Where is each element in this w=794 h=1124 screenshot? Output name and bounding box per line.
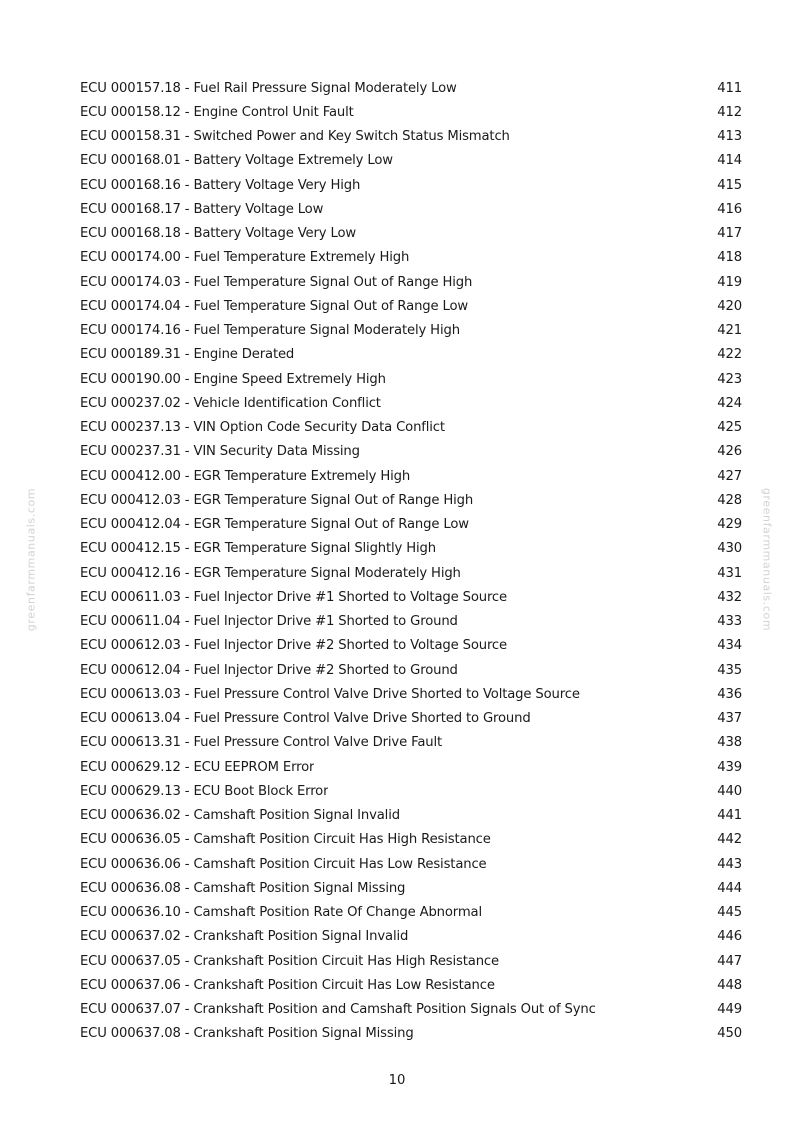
toc-entry-page: 416 bbox=[717, 201, 742, 217]
toc-entry[interactable] bbox=[80, 804, 742, 828]
toc-entry-page: 429 bbox=[717, 517, 742, 533]
toc-entry-title: ECU 000611.04 - Fuel Injector Drive #1 Shorted to Ground bbox=[80, 614, 458, 630]
toc-entry-page: 439 bbox=[717, 759, 742, 775]
toc-entry-title: ECU 000237.13 - VIN Option Code Security Data Conflict bbox=[80, 420, 445, 436]
toc-entry-title: ECU 000412.04 - EGR Temperature Signal Out of Range Low bbox=[80, 517, 469, 533]
toc-entry[interactable] bbox=[80, 973, 742, 997]
toc-entry[interactable] bbox=[80, 731, 742, 755]
toc-entry[interactable] bbox=[80, 391, 742, 415]
toc-entry-title: ECU 000629.12 - ECU EEPROM Error bbox=[80, 759, 315, 775]
toc-entry-page: 450 bbox=[717, 1026, 742, 1042]
toc-entry[interactable] bbox=[80, 488, 742, 512]
toc-entry[interactable] bbox=[80, 682, 742, 706]
toc-entry-page: 419 bbox=[717, 274, 742, 290]
toc-entry-title: ECU 000637.07 - Crankshaft Position and Camshaft Position Signals Out of Sync bbox=[80, 1002, 596, 1018]
toc-entry-page: 428 bbox=[717, 492, 742, 508]
toc-entry-page: 427 bbox=[717, 468, 742, 484]
toc-entry-title: ECU 000168.18 - Battery Voltage Very Low bbox=[80, 226, 356, 242]
toc-entry-page: 413 bbox=[717, 129, 742, 145]
toc-entry-title: ECU 000613.04 - Fuel Pressure Control Valve Drive Shorted to Ground bbox=[80, 711, 531, 727]
toc-entry-title: ECU 000157.18 - Fuel Rail Pressure Signal Moderately Low bbox=[80, 80, 457, 96]
toc-entry-title: ECU 000168.17 - Battery Voltage Low bbox=[80, 201, 324, 217]
toc-entry-page: 412 bbox=[717, 104, 742, 120]
toc-entry-page: 434 bbox=[717, 638, 742, 654]
toc-entry[interactable] bbox=[80, 173, 742, 197]
page-number: 10 bbox=[388, 1073, 406, 1088]
toc-entry[interactable] bbox=[80, 270, 742, 294]
toc-entry-page: 414 bbox=[717, 153, 742, 169]
toc-entry-title: ECU 000158.31 - Switched Power and Key Switch Status Mismatch bbox=[80, 129, 510, 145]
toc-entry-page: 422 bbox=[717, 347, 742, 363]
toc-entry[interactable] bbox=[80, 440, 742, 464]
toc-entry[interactable] bbox=[80, 585, 742, 609]
toc-entry-page: 430 bbox=[717, 541, 742, 557]
toc-entry-title: ECU 000637.05 - Crankshaft Position Circuit Has High Resistance bbox=[80, 953, 499, 969]
toc-entry-page: 411 bbox=[717, 80, 742, 96]
toc-entry-page: 446 bbox=[717, 929, 742, 945]
toc-entry-title: ECU 000636.10 - Camshaft Position Rate Of Change Abnormal bbox=[80, 905, 482, 921]
toc-entry[interactable] bbox=[80, 852, 742, 876]
toc-entry[interactable] bbox=[80, 634, 742, 658]
toc-entry[interactable] bbox=[80, 876, 742, 900]
toc-entry-title: ECU 000637.02 - Crankshaft Position Signal Invalid bbox=[80, 929, 409, 945]
toc-entry-title: ECU 000174.04 - Fuel Temperature Signal Out of Range Low bbox=[80, 298, 469, 314]
toc-entry-page: 449 bbox=[717, 1002, 742, 1018]
toc-entry-page: 444 bbox=[717, 880, 742, 896]
toc-entry-title: ECU 000412.16 - EGR Temperature Signal Moderately High bbox=[80, 565, 461, 581]
toc-entry-title: ECU 000168.01 - Battery Voltage Extremely Low bbox=[80, 153, 393, 169]
toc-entry[interactable] bbox=[80, 416, 742, 440]
toc-entry[interactable] bbox=[80, 197, 742, 221]
toc-entry[interactable] bbox=[80, 76, 742, 100]
toc-entry[interactable] bbox=[80, 222, 742, 246]
toc-entry[interactable] bbox=[80, 658, 742, 682]
toc-entry-title: ECU 000174.03 - Fuel Temperature Signal Out of Range High bbox=[80, 274, 473, 290]
toc-entry[interactable] bbox=[80, 246, 742, 270]
toc-entry[interactable] bbox=[80, 610, 742, 634]
toc-entry-page: 426 bbox=[717, 444, 742, 460]
toc-entry-title: ECU 000168.16 - Battery Voltage Very High bbox=[80, 177, 361, 193]
toc-entry[interactable] bbox=[80, 100, 742, 124]
toc-entry-title: ECU 000611.03 - Fuel Injector Drive #1 Shorted to Voltage Source bbox=[80, 589, 507, 605]
toc-entry-title: ECU 000636.06 - Camshaft Position Circuit Has Low Resistance bbox=[80, 856, 487, 872]
toc-entry[interactable] bbox=[80, 901, 742, 925]
toc-entry-title: ECU 000636.05 - Camshaft Position Circuit Has High Resistance bbox=[80, 832, 491, 848]
toc-entry[interactable] bbox=[80, 998, 742, 1022]
toc-entry-title: ECU 000190.00 - Engine Speed Extremely High bbox=[80, 371, 386, 387]
toc-entry-page: 447 bbox=[717, 953, 742, 969]
toc-entry-page: 438 bbox=[717, 735, 742, 751]
toc-entry-page: 420 bbox=[717, 298, 742, 314]
toc-entry-title: ECU 000637.06 - Crankshaft Position Circuit Has Low Resistance bbox=[80, 977, 495, 993]
toc-entry-page: 433 bbox=[717, 614, 742, 630]
toc-entry-page: 448 bbox=[717, 977, 742, 993]
toc-entry-page: 423 bbox=[717, 371, 742, 387]
toc-entry[interactable] bbox=[80, 513, 742, 537]
toc-entry-page: 417 bbox=[717, 226, 742, 242]
toc-entry[interactable] bbox=[80, 925, 742, 949]
toc-entry-page: 443 bbox=[717, 856, 742, 872]
toc-entry-title: ECU 000613.31 - Fuel Pressure Control Valve Drive Fault bbox=[80, 735, 442, 751]
toc-entry-page: 418 bbox=[717, 250, 742, 266]
toc-entry[interactable] bbox=[80, 828, 742, 852]
toc-entry[interactable] bbox=[80, 949, 742, 973]
toc-entry-title: ECU 000629.13 - ECU Boot Block Error bbox=[80, 783, 329, 799]
toc-entry[interactable] bbox=[80, 319, 742, 343]
watermark-text: greenfarmmanuals.com bbox=[24, 487, 38, 632]
toc-entry-page: 415 bbox=[717, 177, 742, 193]
toc-entry[interactable] bbox=[80, 367, 742, 391]
toc-entry-title: ECU 000613.03 - Fuel Pressure Control Valve Drive Shorted to Voltage Source bbox=[80, 686, 580, 702]
toc-entry-title: ECU 000174.16 - Fuel Temperature Signal Moderately High bbox=[80, 323, 460, 339]
toc-entry[interactable] bbox=[80, 464, 742, 488]
toc-entry[interactable] bbox=[80, 537, 742, 561]
toc-entry[interactable] bbox=[80, 561, 742, 585]
toc-entry-title: ECU 000636.02 - Camshaft Position Signal Invalid bbox=[80, 808, 400, 824]
toc-entry[interactable] bbox=[80, 755, 742, 779]
toc-entry[interactable] bbox=[80, 343, 742, 367]
toc-entry-title: ECU 000636.08 - Camshaft Position Signal Missing bbox=[80, 880, 406, 896]
toc-entry[interactable] bbox=[80, 125, 742, 149]
toc-entry-title: ECU 000237.31 - VIN Security Data Missing bbox=[80, 444, 360, 460]
toc-entry-title: ECU 000612.04 - Fuel Injector Drive #2 Shorted to Ground bbox=[80, 662, 458, 678]
toc-entry-page: 440 bbox=[717, 783, 742, 799]
toc-entry-page: 421 bbox=[717, 323, 742, 339]
toc-entry[interactable] bbox=[80, 149, 742, 173]
watermark-text: greenfarmmanuals.com bbox=[760, 487, 774, 632]
toc-entry-title: ECU 000189.31 - Engine Derated bbox=[80, 347, 295, 363]
toc-entry-page: 441 bbox=[717, 808, 742, 824]
toc-entry-title: ECU 000612.03 - Fuel Injector Drive #2 Shorted to Voltage Source bbox=[80, 638, 507, 654]
toc-entry-title: ECU 000412.03 - EGR Temperature Signal Out of Range High bbox=[80, 492, 474, 508]
toc-entry-page: 445 bbox=[717, 905, 742, 921]
toc-entry[interactable] bbox=[80, 1022, 742, 1046]
toc-entry-title: ECU 000412.15 - EGR Temperature Signal Slightly High bbox=[80, 541, 436, 557]
toc-entry-title: ECU 000412.00 - EGR Temperature Extremely High bbox=[80, 468, 411, 484]
toc-entry-page: 442 bbox=[717, 832, 742, 848]
toc-entry-page: 436 bbox=[717, 686, 742, 702]
toc-entry-title: ECU 000637.08 - Crankshaft Position Signal Missing bbox=[80, 1026, 414, 1042]
toc-entry-title: ECU 000174.00 - Fuel Temperature Extremely High bbox=[80, 250, 410, 266]
toc-entry-page: 435 bbox=[717, 662, 742, 678]
table-of-contents bbox=[80, 76, 742, 1046]
toc-entry[interactable] bbox=[80, 707, 742, 731]
toc-entry-page: 437 bbox=[717, 711, 742, 727]
toc-entry-title: ECU 000237.02 - Vehicle Identification Conflict bbox=[80, 395, 381, 411]
toc-entry-page: 432 bbox=[717, 589, 742, 605]
toc-entry-page: 431 bbox=[717, 565, 742, 581]
toc-entry[interactable] bbox=[80, 294, 742, 318]
toc-entry-title: ECU 000158.12 - Engine Control Unit Fault bbox=[80, 104, 354, 120]
toc-entry[interactable] bbox=[80, 779, 742, 803]
toc-entry-page: 425 bbox=[717, 420, 742, 436]
toc-entry-page: 424 bbox=[717, 395, 742, 411]
